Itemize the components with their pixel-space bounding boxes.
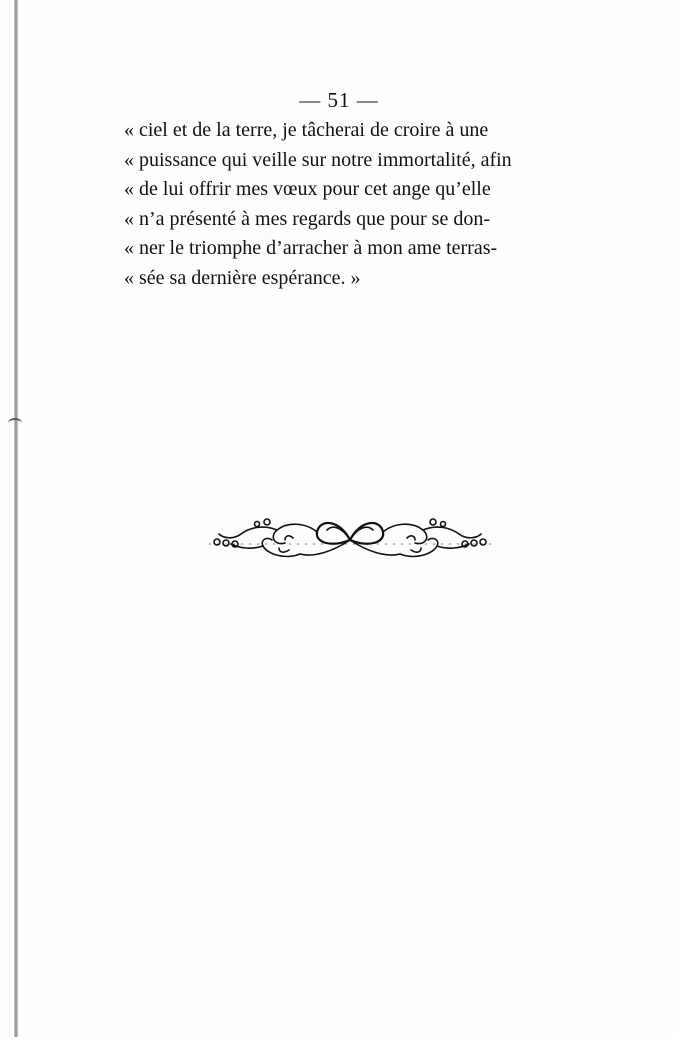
text-line: « ciel et de la terre, je tâcherai de croire à une bbox=[124, 119, 489, 141]
page-number: — 51 — bbox=[299, 88, 379, 112]
body-text bbox=[124, 116, 594, 293]
page-binding-edge bbox=[14, 0, 18, 1037]
fleuron-icon bbox=[205, 510, 495, 566]
text-line: « sée sa dernière espérance. » bbox=[124, 266, 361, 289]
text-line: « de lui offrir mes vœux pour cet ange qu’elle bbox=[124, 178, 491, 200]
binding-mark bbox=[8, 418, 22, 428]
text-line: « ner le triomphe d’arracher à mon ame terras- bbox=[124, 237, 498, 259]
text-line: « puissance qui veille sur notre immortalité, afin bbox=[124, 148, 512, 171]
text-line: « n’a présenté à mes regards que pour se don- bbox=[124, 207, 490, 230]
